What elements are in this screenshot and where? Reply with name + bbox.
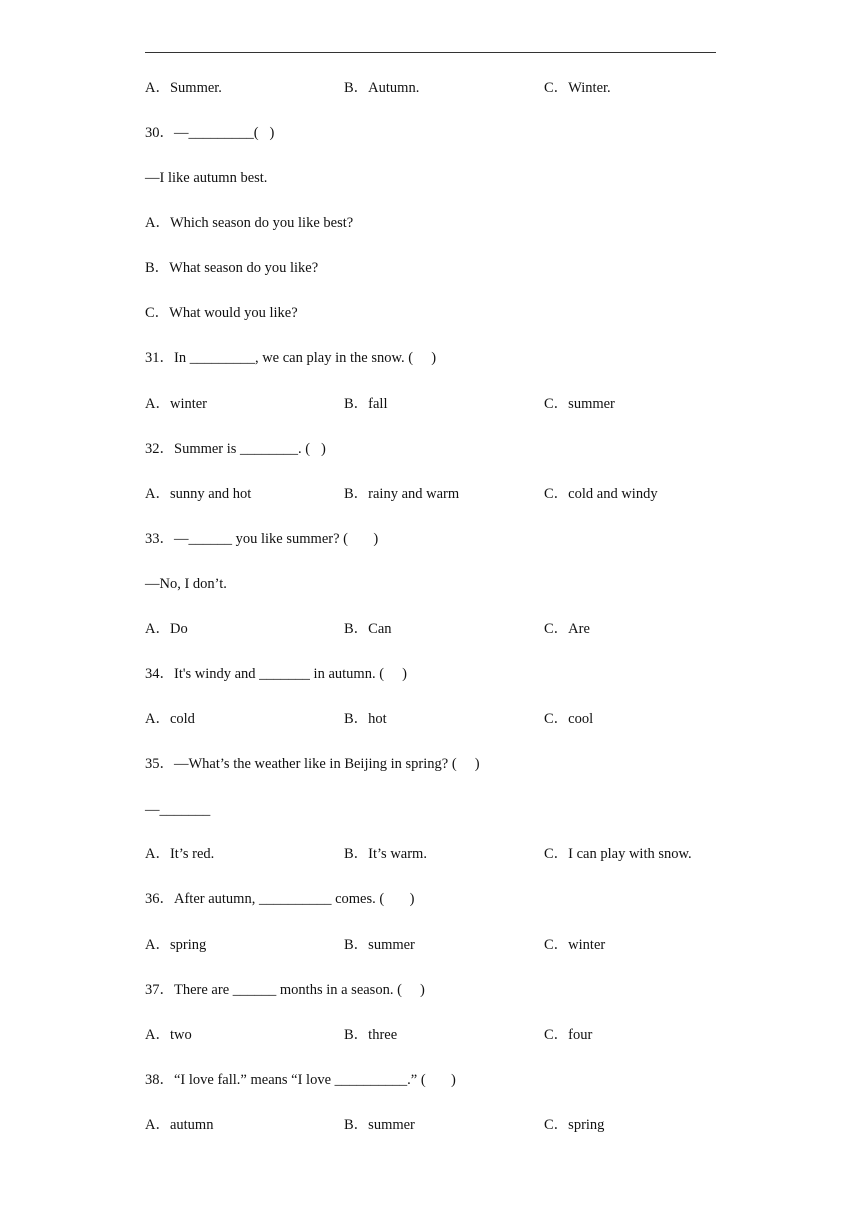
option-a: A．It’s red. (145, 846, 215, 862)
option-a: A．Summer. (145, 80, 222, 96)
option-a: A．autumn (145, 1117, 214, 1133)
question-line: A．Which season do you like best? (145, 215, 354, 231)
option-c: C．summer (544, 396, 615, 412)
question-line: 34．It's windy and _______ in autumn. ( ) (145, 666, 407, 682)
question-line: —No, I don’t. (145, 576, 227, 592)
option-b: B．rainy and warm (344, 486, 460, 502)
option-b: B．fall (344, 396, 388, 412)
option-c: C．Are (544, 621, 590, 637)
option-b: B．summer (344, 937, 415, 953)
option-a: A．Do (145, 621, 188, 637)
option-b: B．three (344, 1027, 398, 1043)
option-c: C．Winter. (544, 80, 611, 96)
question-line: 30．—_________( ) (145, 125, 275, 141)
option-a: A．cold (145, 711, 195, 727)
option-c: C．cold and windy (544, 486, 658, 502)
option-b: B．Can (344, 621, 392, 637)
question-line: C．What would you like? (145, 305, 298, 321)
option-c: C．I can play with snow. (544, 846, 692, 862)
question-line: B．What season do you like? (145, 260, 319, 276)
option-b: B．It’s warm. (344, 846, 427, 862)
question-line: 31．In _________, we can play in the snow. ( ) (145, 350, 437, 366)
question-line: 35．—What’s the weather like in Beijing in spring? ( ) (145, 756, 480, 772)
option-b: B．summer (344, 1117, 415, 1133)
option-a: A．spring (145, 937, 207, 953)
option-a: A．winter (145, 396, 208, 412)
option-c: C．winter (544, 937, 606, 953)
question-line: 32．Summer is ________. ( ) (145, 441, 326, 457)
option-a: A．sunny and hot (145, 486, 252, 502)
question-line: —_______ (145, 802, 211, 818)
option-c: C．four (544, 1027, 593, 1043)
option-c: C．cool (544, 711, 594, 727)
question-line: 37．There are ______ months in a season. ( ) (145, 982, 425, 998)
header-rule (145, 52, 716, 53)
option-a: A．two (145, 1027, 192, 1043)
question-line: 38．“I love fall.” means “I love __________.” ( ) (145, 1072, 456, 1088)
option-c: C．spring (544, 1117, 605, 1133)
option-b: B．hot (344, 711, 387, 727)
question-line: 33．—______ you like summer? ( ) (145, 531, 379, 547)
question-line: —I like autumn best. (145, 170, 268, 186)
option-b: B．Autumn. (344, 80, 420, 96)
question-line: 36．After autumn, __________ comes. ( ) (145, 891, 415, 907)
